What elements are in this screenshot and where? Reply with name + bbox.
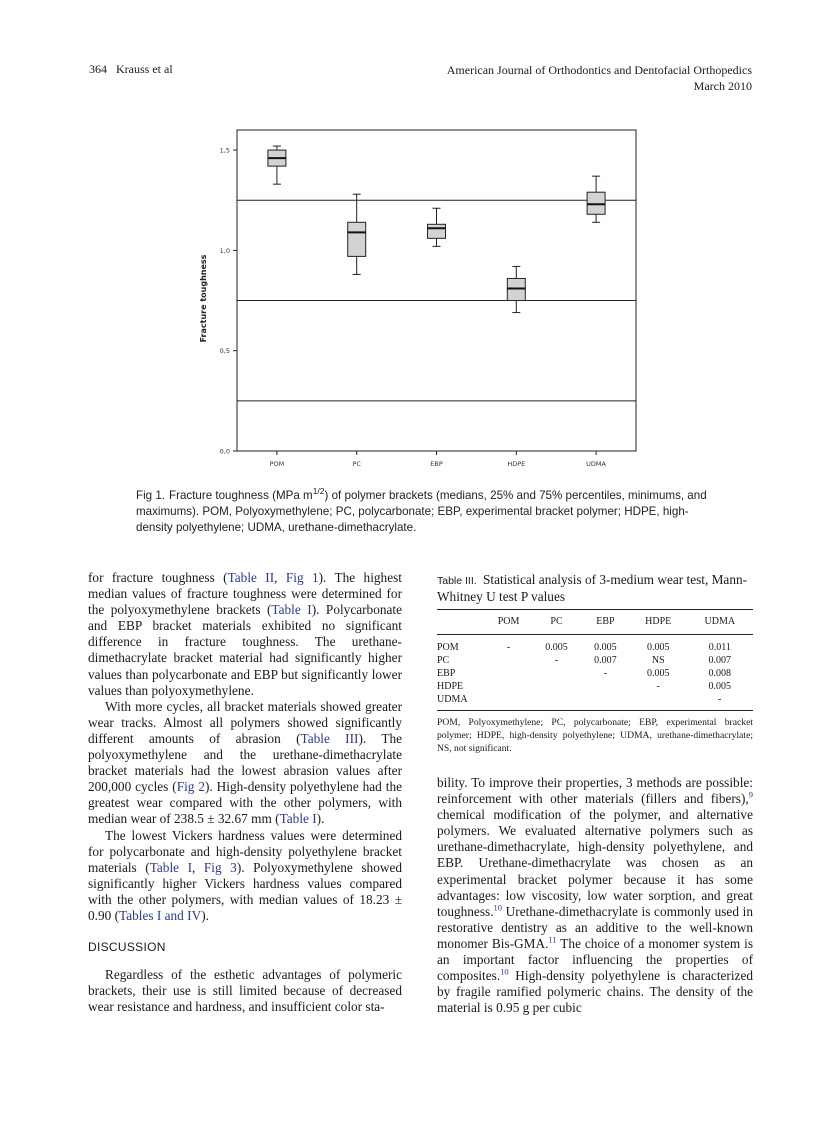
text-run: ). (316, 811, 325, 827)
table-row (437, 667, 753, 680)
table-header-cell: HDPE (630, 610, 687, 635)
cross-reference-link[interactable]: Table I (149, 859, 193, 875)
table-label: Table III. (437, 575, 477, 587)
figure-caption-text: Fracture toughness (MPa $m^{1/2}$) of polymer brackets (medians, 25% and 75% percentiles, minimums, and maximums). POM, Polyoxymethylene; PC, polycarbonate; EBP, experimental bracket polymer; HDPE, high-density polyethylene; UDMA, urethane-dimethacrylate. (136, 486, 707, 534)
left-text-column (88, 570, 402, 1015)
text-run: bility. To improve their properties, 3 methods are possible: reinforcement with other materials (fillers and fibers), (437, 775, 753, 807)
text-run: ). Polyoxymethylene showed significantly higher Vickers hardness values compared with the other polymers, with median values of 18.23 ± 0.90 ( (88, 859, 402, 923)
table-row (437, 635, 753, 655)
table-cell (532, 680, 581, 693)
table-cell: 0.005 (545, 642, 568, 653)
citation-ref[interactable]: 9 (748, 789, 753, 800)
y-tick-label: 1,5 (219, 146, 230, 155)
cross-reference-link[interactable]: Table III (300, 730, 359, 746)
table-cell: - (687, 693, 753, 711)
text-run: Urethane-dimethacrylate is commonly used in restorative dentistry as an additive to the well-known monomer Bis-GMA. (437, 903, 753, 951)
table-header-cell: EBP (581, 610, 630, 635)
x-tick-label: POM (269, 460, 285, 468)
section-heading-discussion: DISCUSSION (88, 940, 166, 955)
text-run: chemical modification of the polymer, and alternative polymers. We evaluated alternative polymers such as urethane-dimethacrylate, high-density polyethylene, and EBP. Urethane-dimethacrylate was chosen as an experimental bracket polymer because it has some advantages: low viscosity, low water sorption, and great toughness. (437, 807, 753, 919)
text-run: High-density polyethylene is characterized by fragile ramified polymeric chains. The density of the material is 0.95 g per cubic (437, 968, 753, 1016)
table-header-cell: POM (485, 610, 532, 635)
paragraph (88, 570, 402, 699)
cross-reference-link[interactable]: Tables I and IV (119, 907, 202, 923)
paragraph (437, 775, 753, 1016)
issue-date: March 2010 (693, 79, 752, 93)
paragraph (88, 699, 402, 828)
table-cell: 0.005 (646, 642, 670, 653)
citation-ref[interactable]: 10 (493, 902, 503, 913)
table-cell: NS (651, 655, 665, 666)
y-tick-label: 0,0 (219, 447, 230, 456)
figure-caption (136, 488, 708, 536)
table-cell: 0.005 (646, 668, 670, 679)
table-cell: - (656, 681, 660, 692)
table-cell: - (603, 668, 608, 679)
journal-name: American Journal of Orthodontics and Dentofacial Orthopedics (446, 63, 752, 77)
paragraph (88, 828, 402, 925)
cross-reference-link[interactable]: Table I (271, 602, 312, 618)
text-run: The choice of a monomer system is an important factor influencing the properties of composites. (437, 935, 753, 984)
text-run: , (192, 859, 204, 875)
cross-reference-link[interactable]: Fig 2 (176, 779, 206, 795)
table-row (437, 654, 753, 667)
plot-frame (237, 130, 636, 451)
text-run: ). High-density polyethylene had the greatest wear compared with the other polymers, with median wear of 238.5 ± 32.67 mm ( (88, 779, 402, 827)
x-tick-label: PC (352, 460, 361, 468)
x-tick-label: UDMA (586, 460, 607, 468)
citation-ref[interactable]: 11 (548, 934, 557, 945)
table-cell: EBP (437, 668, 456, 679)
text-run: The lowest Vickers hardness values were determined for polycarbonate and high-density polyethylene bracket materials ( (88, 827, 402, 875)
running-header-left (89, 62, 173, 77)
table-cell: - (506, 642, 511, 653)
text-run: ). (201, 907, 209, 923)
right-text-column (437, 775, 753, 1016)
table-cell (581, 680, 630, 693)
table-cell (532, 667, 581, 680)
text-run: With more cycles, all bracket materials showed greater wear tracks. Almost all polymers showed significantly different amounts of abrasion ( (88, 698, 402, 746)
table-header-cell: UDMA (687, 610, 753, 635)
cross-reference-link[interactable]: Fig 3 (203, 859, 237, 875)
box-hdpe (507, 278, 525, 300)
table-cell: 0.005 (594, 642, 617, 653)
page-number: 364 (89, 62, 107, 76)
table-title (437, 572, 753, 610)
figure-label: Fig 1. (136, 489, 165, 502)
running-header-right (447, 62, 752, 94)
table-cell (485, 654, 532, 667)
box-udma (587, 192, 605, 214)
text-run: for fracture toughness ( (88, 570, 228, 585)
y-axis-label: Fracture toughness (199, 254, 208, 343)
text-run: ). Polycarbonate and EBP bracket materials exhibited no significant difference in fracture toughness. The urethane-dimethacrylate bracket material had significantly higher values than polycarbonate and EBP but significantly lower values than polyoxymethylene. (88, 602, 402, 698)
box-ebp (428, 224, 446, 238)
table-cell (485, 680, 532, 693)
table-cell: 0.007 (594, 655, 617, 666)
table-cell: 0.007 (708, 655, 732, 666)
table-header-cell (437, 610, 485, 635)
cross-reference-link[interactable]: Table II (227, 570, 275, 585)
fracture-toughness-boxplot (190, 128, 638, 478)
citation-ref[interactable]: 10 (500, 966, 509, 977)
table-footnote: POM, Polyoxymethylene; PC, polycarbonate; EBP, experimental bracket polymer; HDPE, high-density polyethylene; UDMA, urethane-dimethacrylate; NS, not significant. (437, 717, 753, 754)
paragraph (88, 967, 402, 1015)
y-tick-label: 0,5 (219, 347, 230, 356)
table-cell: 0.008 (708, 668, 732, 679)
x-tick-label: EBP (430, 460, 443, 468)
table-cell (485, 667, 532, 680)
table-row (437, 680, 753, 693)
table-cell (630, 693, 687, 711)
text-run: Regardless of the esthetic advantages of polymeric brackets, their use is still limited because of decreased wear resistance and hardness, and insufficient color sta- (88, 967, 402, 1015)
table-cell: 0.005 (708, 681, 732, 692)
x-tick-label: HDPE (507, 460, 526, 468)
table-cell: HDPE (437, 681, 464, 692)
unit-superscript: 1/2 (312, 486, 325, 497)
table-cell: UDMA (437, 693, 485, 711)
running-authors: Krauss et al (116, 62, 173, 76)
text-run: ). The polyoxymethylene and the urethane-dimethacrylate bracket materials had the lowest abrasion values after 200,000 cycles ( (88, 730, 402, 795)
table-3 (437, 572, 753, 755)
table-cell (485, 693, 532, 711)
table-cell: POM (437, 642, 459, 653)
box-pc (348, 222, 366, 256)
table-header-row (437, 610, 753, 635)
table-cell (581, 693, 630, 711)
y-tick-label: 1,0 (219, 246, 230, 255)
table-cell (532, 693, 581, 711)
table-title-text: Statistical analysis of 3-medium wear test, Mann-Whitney U test P values (437, 572, 748, 604)
table-row (437, 693, 753, 711)
table-cell: - (554, 655, 559, 666)
p-value-table (437, 610, 753, 711)
text-run: ). The highest median values of fracture toughness were determined for the polyoxymethylene brackets ( (88, 570, 402, 618)
cross-reference-link[interactable]: Fig 1 (285, 570, 319, 585)
cross-reference-link[interactable]: Table I (279, 811, 317, 827)
table-cell: PC (437, 655, 450, 666)
text-run: , (274, 570, 286, 585)
table-cell: 0.011 (708, 642, 731, 653)
table-header-cell: PC (532, 610, 581, 635)
